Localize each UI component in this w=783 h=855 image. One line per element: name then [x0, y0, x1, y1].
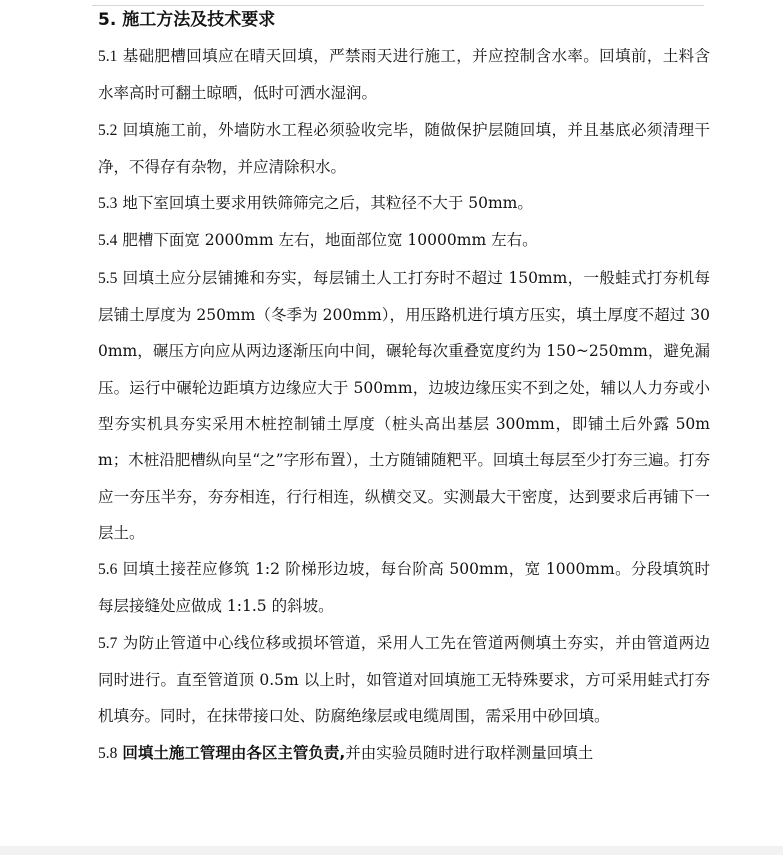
paragraph-text: 回填土接茬应修筑 1:2 阶梯形边坡，每台阶高 500mm，宽 1000mm。分段填筑时每层接缝处应做成 1:1.5 的斜坡。 — [98, 560, 710, 616]
paragraph-text: 回填施工前，外墙防水工程必须验收完毕，随做保护层随回填，并且基底必须清理干净，不得存有杂物，并应清除积水。 — [98, 120, 710, 176]
paragraph-5-2 — [98, 112, 710, 186]
paragraph-5-8 — [98, 735, 710, 772]
paragraph-number: 5.7 — [98, 634, 118, 652]
paragraph-text: 并由实验员随时进行取样测量回填土 — [345, 743, 594, 762]
paragraph-text: 地下室回填土要求用铁筛筛完之后，其粒径不大于 50mm。 — [122, 194, 533, 213]
paragraph-number: 5.4 — [98, 232, 118, 250]
paragraph-bold-text: 回填土施工管理由各区主管负责, — [122, 743, 346, 762]
page-bottom-edge — [0, 846, 783, 855]
paragraph-5-6 — [98, 551, 710, 625]
paragraph-text: 为防止管道中心线位移或损坏管道，采用人工先在管道两侧填土夯实，并由管道两边同时进行。直至管道顶 0.5m 以上时，如管道对回填施工无特殊要求，方可采用蛙式打夯机填夯。同时，在抹带接口处、防腐绝缘层或电缆周围，需采用中砂回填。 — [98, 633, 710, 726]
section-heading: 5. 施工方法及技术要求 — [98, 10, 276, 30]
paragraph-text: 肥槽下面宽 2000mm 左右，地面部位宽 10000mm 左右。 — [122, 231, 538, 250]
paragraph-number: 5.1 — [98, 48, 118, 65]
paragraph-5-3 — [98, 185, 710, 222]
paragraph-5-1 — [98, 38, 710, 112]
paragraph-5-4 — [98, 222, 710, 259]
paragraph-5-5 — [98, 260, 710, 551]
paragraph-number: 5.2 — [98, 121, 118, 139]
paragraph-number: 5.3 — [98, 195, 118, 213]
paragraph-number: 5.5 — [98, 269, 118, 287]
paragraph-number: 5.6 — [98, 561, 118, 579]
paragraph-text: 回填土应分层铺摊和夯实，每层铺土人工打夯时不超过 150mm，一般蛙式打夯机每层铺土厚度为 250mm（冬季为 200mm），用压路机进行填方压实，填土厚度不超过 300mm，碾压方向应从两边逐渐压向中间，碾轮每次重叠宽度约为 150~250mm，避免漏压。运行中碾轮边距填方边缘应大于 500mm，边坡边缘压实不到之处，辅以人力夯或小型夯实机具夯实采用木桩控制铺土厚度（桩头高出基层 300mm，即铺土后外露 50mm；木桩沿肥槽纵向呈“之”字形布置），土方随铺随粑平。回填土每层至少打夯三遍。打夯应一夯压半夯，夯夯相连，行行相连，纵横交叉。实测最大干密度，达到要求后再铺下一层土。 — [98, 268, 710, 542]
paragraph-text: 基础肥槽回填应在晴天回填，严禁雨天进行施工，并应控制含水率。回填前，土料含水率高时可翻土晾晒，低时可洒水湿润。 — [98, 47, 710, 103]
document-body — [98, 6, 710, 772]
paragraph-5-7 — [98, 625, 710, 735]
paragraph-number: 5.8 — [98, 744, 118, 762]
